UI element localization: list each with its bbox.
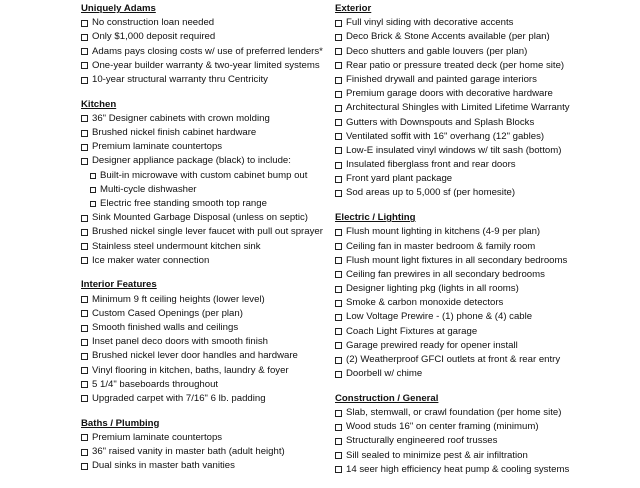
section-heading: Uniquely Adams (81, 3, 156, 14)
item-text: Multi-cycle dishwasher (100, 183, 197, 195)
checkbox-icon (335, 229, 342, 236)
checkbox-icon (81, 48, 88, 55)
checkbox-icon (335, 328, 342, 335)
checklist-item (335, 130, 635, 144)
checklist-item (335, 240, 635, 254)
item-text: Ceiling fan in master bedroom & family room (346, 240, 536, 252)
item-text: (2) Weatherproof GFCI outlets at front & rear entry (346, 354, 561, 365)
section-heading: Exterior (335, 3, 372, 14)
checkbox-icon (335, 271, 342, 278)
section-construction-general (335, 392, 635, 477)
section-heading: Baths / Plumbing (81, 417, 160, 429)
checkbox-icon (81, 215, 88, 222)
checklist-item (335, 296, 635, 310)
checkbox-icon (335, 243, 342, 250)
checkbox-icon (335, 300, 342, 307)
checkbox-icon (81, 463, 88, 470)
item-text: Built-in microwave with custom cabinet bump out (100, 169, 308, 181)
item-text: Ventilated soffit with 16" overhang (12" gables) (346, 130, 545, 142)
checklist-item (335, 73, 635, 87)
checklist-item (335, 172, 635, 186)
item-text: Gutters with Downspouts and Splash Blocks (346, 116, 535, 128)
item-text: Premium laminate countertops (92, 431, 223, 443)
checkbox-icon (81, 257, 88, 264)
checklist-item (335, 186, 635, 200)
item-text: Inset panel deco doors with smooth finish (92, 336, 268, 348)
checkbox-icon (335, 438, 342, 445)
item-text: Insulated fiberglass front and rear doors (346, 159, 516, 171)
item-text: Stainless steel undermount kitchen sink (92, 240, 261, 252)
checkbox-icon (335, 190, 342, 197)
checkbox-icon (81, 77, 88, 84)
checkbox-icon (335, 342, 342, 349)
item-text: 10-year structural warranty thru Centricity (92, 73, 268, 85)
checkbox-icon (335, 119, 342, 126)
item-text: Full vinyl siding with decorative accents (346, 17, 514, 29)
checkbox-icon (90, 173, 96, 179)
checklist-item (335, 144, 635, 158)
item-text: Wood studs 16" on center framing (minimum) (346, 421, 539, 433)
item-text: Sink Mounted Garbage Disposal (unless on septic) (92, 212, 308, 224)
checklist-item (81, 154, 331, 168)
checkbox-icon (335, 105, 342, 112)
checklist-item (81, 73, 331, 87)
checklist-item (81, 225, 331, 239)
section-electric-lighting (335, 211, 635, 381)
item-text: One-year builder warranty & two-year limited systems (92, 59, 320, 71)
left-column (81, 2, 331, 484)
checklist-item (81, 307, 331, 321)
checklist-item (81, 140, 331, 154)
section-heading: Kitchen (81, 98, 117, 110)
checkbox-icon (335, 48, 342, 55)
checklist-item (81, 445, 331, 459)
checklist-subitem (81, 197, 331, 211)
checkbox-icon (81, 310, 88, 317)
item-text: Custom Cased Openings (per plan) (92, 307, 243, 319)
item-text: Dual sinks in master bath vanities (92, 460, 235, 472)
item-text: Smoke & carbon monoxide detectors (346, 297, 504, 309)
checkbox-icon (335, 357, 342, 364)
checkbox-icon (335, 371, 342, 378)
checklist-item (335, 325, 635, 339)
checklist-item (335, 225, 635, 239)
checklist-item (81, 392, 331, 406)
item-text: Structurally engineered roof trusses (346, 435, 498, 447)
item-text: Smooth finished walls and ceilings (92, 321, 239, 333)
checklist-item (81, 112, 331, 126)
item-text: Doorbell w/ chime (346, 368, 423, 380)
checkbox-icon (335, 62, 342, 69)
checkbox-icon (335, 176, 342, 183)
checkbox-icon (90, 187, 96, 193)
checkbox-icon (81, 296, 88, 303)
item-text: No construction loan needed (92, 17, 215, 29)
checklist-subitem (81, 183, 331, 197)
item-text: Coach Light Fixtures at garage (346, 325, 478, 337)
item-text: 14 seer high efficiency heat pump & cooling systems (346, 463, 570, 475)
item-text: Designer lighting pkg (lights in all rooms) (346, 283, 519, 295)
item-text: 36" raised vanity in master bath (adult height) (92, 445, 285, 457)
item-text: Premium laminate countertops (92, 141, 223, 153)
section-heading: Interior Features (81, 279, 157, 291)
item-text: Vinyl flooring in kitchen, baths, laundry & foyer (92, 364, 289, 376)
checkbox-icon (81, 367, 88, 374)
section-interior-features (81, 278, 331, 406)
checklist-item (335, 101, 635, 115)
item-text: Upgraded carpet with 7/16" 6 lb. padding (92, 392, 266, 404)
checklist-subitem (81, 169, 331, 183)
item-text: 36" Designer cabinets with crown molding (92, 112, 270, 124)
checkbox-icon (335, 77, 342, 84)
checkbox-icon (81, 20, 88, 27)
item-text: Sod areas up to 5,000 sf (per homesite) (346, 187, 516, 199)
checkbox-icon (335, 91, 342, 98)
checklist-item (335, 16, 635, 30)
item-text: Low Voltage Prewire - (1) phone & (4) cable (346, 311, 533, 323)
checklist-item (81, 126, 331, 140)
section-baths-plumbing (81, 417, 331, 474)
checkbox-icon (335, 20, 342, 27)
checkbox-icon (81, 381, 88, 388)
item-text: 5 1/4" baseboards throughout (92, 378, 219, 390)
item-text: Brushed nickel finish cabinet hardware (92, 127, 257, 138)
checkbox-icon (335, 286, 342, 293)
checklist-item (81, 335, 331, 349)
checkbox-icon (335, 162, 342, 169)
checkbox-icon (81, 62, 88, 69)
item-text: Designer appliance package (black) to include: (92, 155, 291, 167)
checklist-item (81, 364, 331, 378)
checklist-item (81, 321, 331, 335)
item-text: Brushed nickel lever door handles and hardware (92, 350, 298, 362)
item-text: Sill sealed to minimize pest & air infiltration (346, 449, 528, 461)
checklist-item (335, 116, 635, 130)
checkbox-icon (81, 339, 88, 346)
item-text: Brushed nickel single lever faucet with pull out sprayer (92, 226, 323, 238)
checklist-item (81, 431, 331, 445)
item-text: Deco Brick & Stone Accents available (per plan) (346, 31, 550, 43)
checklist-item (81, 254, 331, 268)
checklist-item (335, 30, 635, 44)
item-text: Only $1,000 deposit required (92, 31, 216, 43)
item-text: Architectural Shingles with Limited Lifetime Warranty (346, 102, 570, 114)
checklist-item (81, 378, 331, 392)
checklist-item (335, 254, 635, 268)
item-text: Slab, stemwall, or crawl foundation (per home site) (346, 407, 562, 419)
item-text: Flush mount lighting in kitchens (4-9 per plan) (346, 226, 541, 238)
right-column (335, 2, 635, 488)
item-text: Rear patio or pressure treated deck (per home site) (346, 59, 565, 71)
checkbox-icon (90, 201, 96, 207)
section-exterior (335, 2, 635, 201)
checkbox-icon (81, 229, 88, 236)
item-text: Front yard plant package (346, 173, 453, 185)
checklist-item (335, 87, 635, 101)
checklist-item (81, 45, 331, 59)
checkbox-icon (81, 158, 88, 165)
checkbox-icon (335, 147, 342, 154)
checklist-item (81, 349, 331, 363)
item-text: Ceiling fan prewires in all secondary bedrooms (346, 268, 545, 280)
item-text: Low-E insulated vinyl windows w/ tilt sash (bottom) (346, 144, 562, 156)
checklist-item (335, 367, 635, 381)
checklist-item (335, 353, 635, 367)
checkbox-icon (81, 325, 88, 332)
checklist-item (335, 158, 635, 172)
checkbox-icon (335, 314, 342, 321)
checkbox-icon (335, 34, 342, 41)
checklist-item (335, 406, 635, 420)
item-text: Ice maker water connection (92, 254, 210, 266)
item-text: Adams pays closing costs w/ use of preferred lenders* (92, 45, 323, 57)
checklist-item (335, 282, 635, 296)
item-text: Garage prewired ready for opener install (346, 339, 518, 351)
section-heading: Construction / General (335, 392, 439, 404)
section-heading: Electric / Lighting (335, 212, 416, 224)
checklist-item (335, 59, 635, 73)
checkbox-icon (81, 115, 88, 122)
checklist-item (335, 449, 635, 463)
checkbox-icon (81, 449, 88, 456)
checklist-item (335, 463, 635, 477)
section-kitchen (81, 98, 331, 268)
checkbox-icon (335, 257, 342, 264)
checklist-item (335, 45, 635, 59)
checklist-item (81, 59, 331, 73)
checkbox-icon (81, 130, 88, 137)
checkbox-icon (335, 410, 342, 417)
item-text: Minimum 9 ft ceiling heights (lower level) (92, 293, 265, 305)
checkbox-icon (81, 243, 88, 250)
section-uniquely-adams (81, 2, 331, 87)
checkbox-icon (81, 34, 88, 41)
checklist-item (81, 30, 331, 44)
checkbox-icon (335, 466, 342, 473)
item-text: Electric free standing smooth top range (100, 197, 267, 209)
checklist-item (335, 310, 635, 324)
item-text: Deco shutters and gable louvers (per plan) (346, 45, 528, 57)
checklist-item (335, 268, 635, 282)
checkbox-icon (81, 395, 88, 402)
checklist-item (81, 293, 331, 307)
checklist-item (335, 339, 635, 353)
checkbox-icon (81, 353, 88, 360)
item-text: Finished drywall and painted garage interiors (346, 73, 537, 85)
checkbox-icon (81, 434, 88, 441)
checkbox-icon (81, 144, 88, 151)
checklist-item (81, 16, 331, 30)
checklist-item (81, 240, 331, 254)
checklist-item (81, 211, 331, 225)
checkbox-icon (335, 424, 342, 431)
checklist-item (335, 420, 635, 434)
checkbox-icon (335, 452, 342, 459)
item-text: Premium garage doors with decorative hardware (346, 88, 553, 100)
item-text: Flush mount light fixtures in all secondary bedrooms (346, 254, 568, 266)
checklist-item (335, 434, 635, 448)
checkbox-icon (335, 133, 342, 140)
checklist-item (81, 459, 331, 473)
